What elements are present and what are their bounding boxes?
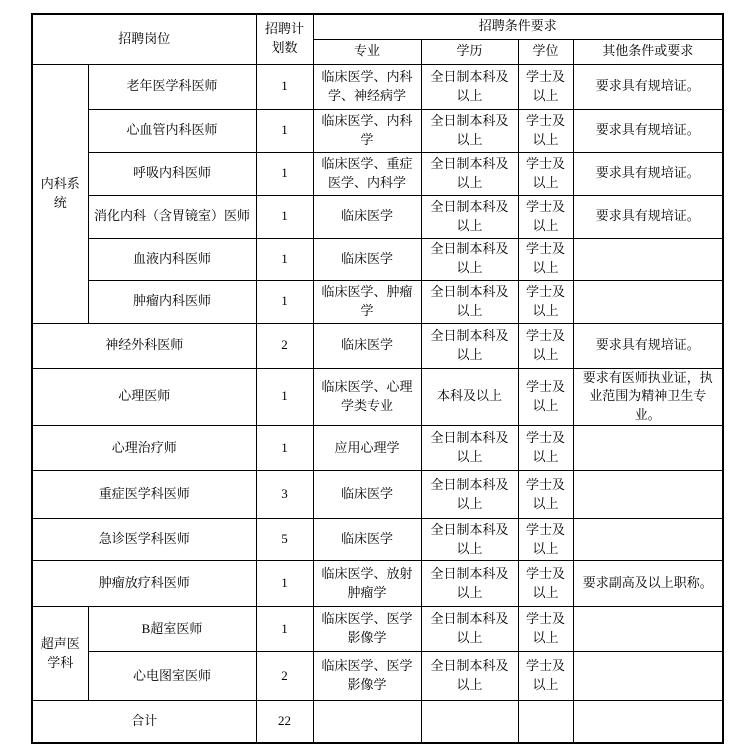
other-cell: 要求具有规培证。 <box>573 152 723 195</box>
table-row <box>32 109 723 152</box>
other-cell: 要求具有规培证。 <box>573 323 723 368</box>
other-cell <box>573 238 723 280</box>
empty-cell <box>421 701 518 743</box>
table-row <box>32 238 723 280</box>
degree-cell: 学士及以上 <box>518 195 573 238</box>
position-cell: 血液内科医师 <box>88 238 256 280</box>
header-count: 招聘计划数 <box>256 14 313 64</box>
header-major: 专业 <box>313 39 421 64</box>
education-cell: 全日制本科及以上 <box>421 519 518 561</box>
count-cell: 2 <box>256 323 313 368</box>
major-cell: 临床医学、内科学、神经病学 <box>313 64 421 109</box>
other-cell <box>573 471 723 519</box>
count-cell: 1 <box>256 195 313 238</box>
empty-cell <box>573 701 723 743</box>
table-row <box>32 652 723 701</box>
header-conditions: 招聘条件要求 <box>313 14 723 39</box>
count-cell: 2 <box>256 652 313 701</box>
count-cell: 5 <box>256 519 313 561</box>
other-cell <box>573 607 723 652</box>
total-label-cell: 合计 <box>32 701 256 743</box>
degree-cell: 学士及以上 <box>518 471 573 519</box>
education-cell: 全日制本科及以上 <box>421 471 518 519</box>
major-cell: 临床医学 <box>313 323 421 368</box>
position-cell: 老年医学科医师 <box>88 64 256 109</box>
count-cell: 1 <box>256 280 313 323</box>
degree-cell: 学士及以上 <box>518 561 573 607</box>
education-cell: 全日制本科及以上 <box>421 64 518 109</box>
education-cell: 全日制本科及以上 <box>421 607 518 652</box>
other-cell: 要求有医师执业证，执业范围为精神卫生专业。 <box>573 368 723 426</box>
major-cell: 临床医学 <box>313 238 421 280</box>
count-cell: 1 <box>256 109 313 152</box>
position-cell: 心理医师 <box>32 368 256 426</box>
header-other: 其他条件或要求 <box>573 39 723 64</box>
other-cell <box>573 652 723 701</box>
degree-cell: 学士及以上 <box>518 323 573 368</box>
other-cell: 要求具有规培证。 <box>573 109 723 152</box>
major-cell: 临床医学 <box>313 471 421 519</box>
other-cell: 要求副高及以上职称。 <box>573 561 723 607</box>
group-cell: 内科系统 <box>32 64 88 323</box>
major-cell: 临床医学、医学影像学 <box>313 652 421 701</box>
table-row <box>32 607 723 652</box>
count-cell: 1 <box>256 368 313 426</box>
count-cell: 1 <box>256 607 313 652</box>
group-cell: 超声医学科 <box>32 607 88 701</box>
degree-cell: 学士及以上 <box>518 152 573 195</box>
table-total-row <box>32 701 723 743</box>
table-row <box>32 561 723 607</box>
position-cell: 呼吸内科医师 <box>88 152 256 195</box>
empty-cell <box>313 701 421 743</box>
header-education: 学历 <box>421 39 518 64</box>
education-cell: 全日制本科及以上 <box>421 426 518 471</box>
other-cell: 要求具有规培证。 <box>573 195 723 238</box>
table-row <box>32 64 723 109</box>
table-header-row <box>32 14 723 39</box>
table-row <box>32 195 723 238</box>
education-cell: 全日制本科及以上 <box>421 238 518 280</box>
degree-cell: 学士及以上 <box>518 109 573 152</box>
table-row <box>32 471 723 519</box>
education-cell: 全日制本科及以上 <box>421 152 518 195</box>
degree-cell: 学士及以上 <box>518 64 573 109</box>
education-cell: 本科及以上 <box>421 368 518 426</box>
header-position: 招聘岗位 <box>32 14 256 64</box>
major-cell: 临床医学、内科学 <box>313 109 421 152</box>
education-cell: 全日制本科及以上 <box>421 109 518 152</box>
table-row <box>32 323 723 368</box>
major-cell: 临床医学 <box>313 519 421 561</box>
education-cell: 全日制本科及以上 <box>421 323 518 368</box>
degree-cell: 学士及以上 <box>518 368 573 426</box>
position-cell: 神经外科医师 <box>32 323 256 368</box>
degree-cell: 学士及以上 <box>518 519 573 561</box>
header-degree: 学位 <box>518 39 573 64</box>
position-cell: 消化内科（含胃镜室）医师 <box>88 195 256 238</box>
degree-cell: 学士及以上 <box>518 280 573 323</box>
position-cell: 心血管内科医师 <box>88 109 256 152</box>
empty-cell <box>518 701 573 743</box>
position-cell: 重症医学科医师 <box>32 471 256 519</box>
table-row <box>32 519 723 561</box>
major-cell: 临床医学、放射肿瘤学 <box>313 561 421 607</box>
position-cell: 肿瘤放疗科医师 <box>32 561 256 607</box>
table-row <box>32 426 723 471</box>
position-cell: 肿瘤内科医师 <box>88 280 256 323</box>
recruitment-table <box>31 13 724 744</box>
table-row <box>32 280 723 323</box>
major-cell: 临床医学、心理学类专业 <box>313 368 421 426</box>
table-row <box>32 152 723 195</box>
count-cell: 1 <box>256 426 313 471</box>
education-cell: 全日制本科及以上 <box>421 280 518 323</box>
position-cell: B超室医师 <box>88 607 256 652</box>
major-cell: 临床医学、医学影像学 <box>313 607 421 652</box>
degree-cell: 学士及以上 <box>518 426 573 471</box>
major-cell: 临床医学 <box>313 195 421 238</box>
position-cell: 心电图室医师 <box>88 652 256 701</box>
other-cell: 要求具有规培证。 <box>573 64 723 109</box>
position-cell: 急诊医学科医师 <box>32 519 256 561</box>
total-count-cell: 22 <box>256 701 313 743</box>
degree-cell: 学士及以上 <box>518 238 573 280</box>
education-cell: 全日制本科及以上 <box>421 561 518 607</box>
count-cell: 1 <box>256 152 313 195</box>
other-cell <box>573 519 723 561</box>
degree-cell: 学士及以上 <box>518 607 573 652</box>
major-cell: 临床医学、肿瘤学 <box>313 280 421 323</box>
count-cell: 1 <box>256 238 313 280</box>
count-cell: 1 <box>256 64 313 109</box>
education-cell: 全日制本科及以上 <box>421 195 518 238</box>
other-cell <box>573 280 723 323</box>
position-cell: 心理治疗师 <box>32 426 256 471</box>
table-row <box>32 368 723 426</box>
other-cell <box>573 426 723 471</box>
major-cell: 临床医学、重症医学、内科学 <box>313 152 421 195</box>
major-cell: 应用心理学 <box>313 426 421 471</box>
count-cell: 1 <box>256 561 313 607</box>
count-cell: 3 <box>256 471 313 519</box>
degree-cell: 学士及以上 <box>518 652 573 701</box>
education-cell: 全日制本科及以上 <box>421 652 518 701</box>
